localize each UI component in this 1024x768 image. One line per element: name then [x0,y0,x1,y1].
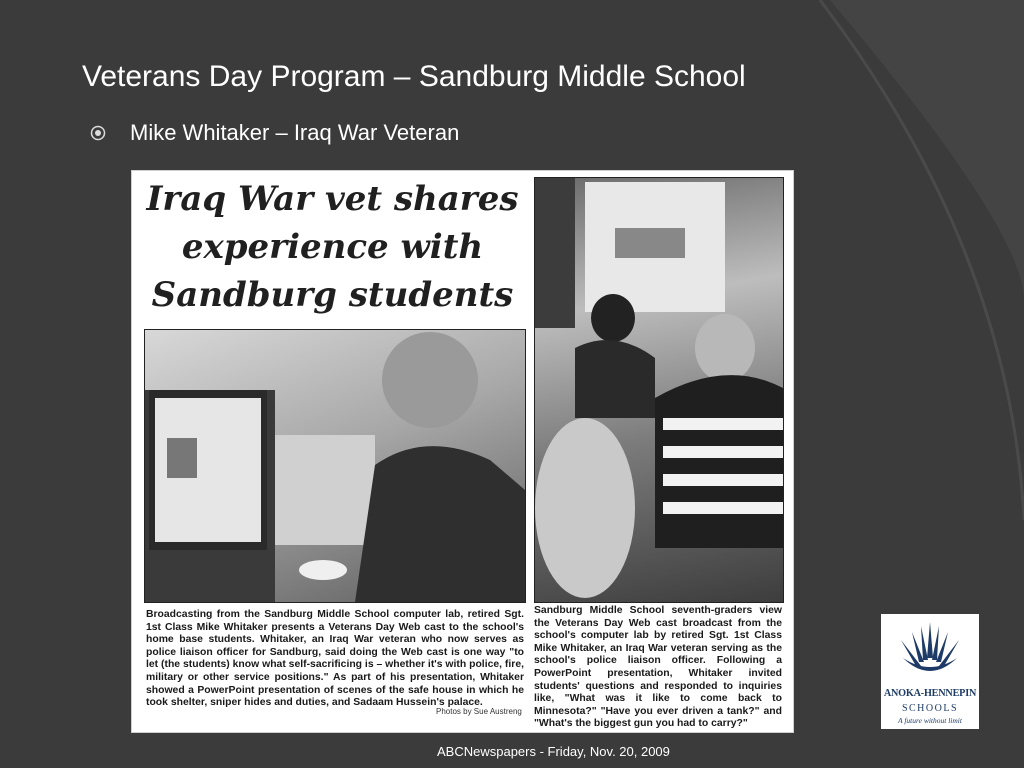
newspaper-clipping [131,170,794,733]
slide-footer: ABCNewspapers - Friday, Nov. 20, 2009 [437,744,670,759]
slide-title: Veterans Day Program – Sandburg Middle School [82,60,746,93]
headline-line: experience with [181,227,484,267]
caption-left: Broadcasting from the Sandburg Middle School computer lab, retired Sgt. 1st Class Mike Whitaker presents a Veterans Day Web cast to the school's home base students. Whitaker, an Iraq War veteran who now serves as police liaison officer for Sandburg, said doing the Web cast is one way "to let (the students) know what self-sacrificing is – whether it's with police, fire, military or other service positions." As part of his presentation, Whitaker showed a PowerPoint presentation of scenes of the safe house in which he took shelter, sniper hides and duties, and Sadaam Hussein's palace. [146,609,524,709]
circle-dot-icon [90,125,106,141]
photo-veteran-at-computer [144,329,526,603]
photo-credit: Photos by Sue Austreng [436,707,522,716]
logo-tagline: A future without limit [898,716,962,725]
headline-line: Iraq War vet shares [146,179,519,219]
headline-line: Sandburg students [151,275,514,315]
logo-schools: SCHOOLS [901,703,959,714]
logo-emblem-icon [881,614,979,686]
caption-right: Sandburg Middle School seventh-graders view the Veterans Day Web cast broadcast from the school's computer lab by retired Sgt. 1st Class Mike Whitaker, an Iraq War veteran serving as the school's police liaison officer. Following a PowerPoint presentation, Whitaker invited students' questions and responded to inquiries like, "What was it like to come back to Minnesota?" "Have you ever driven a tank?" and "What's the biggest gun you had to carry?" [534,605,782,730]
anoka-hennepin-logo [881,614,979,729]
logo-name: ANOKA-HENNEPIN [883,688,977,699]
bullet-item [90,120,459,146]
photo-students-viewing [534,177,784,603]
clipping-headline [140,175,525,319]
bullet-text: Mike Whitaker – Iraq War Veteran [130,120,460,145]
